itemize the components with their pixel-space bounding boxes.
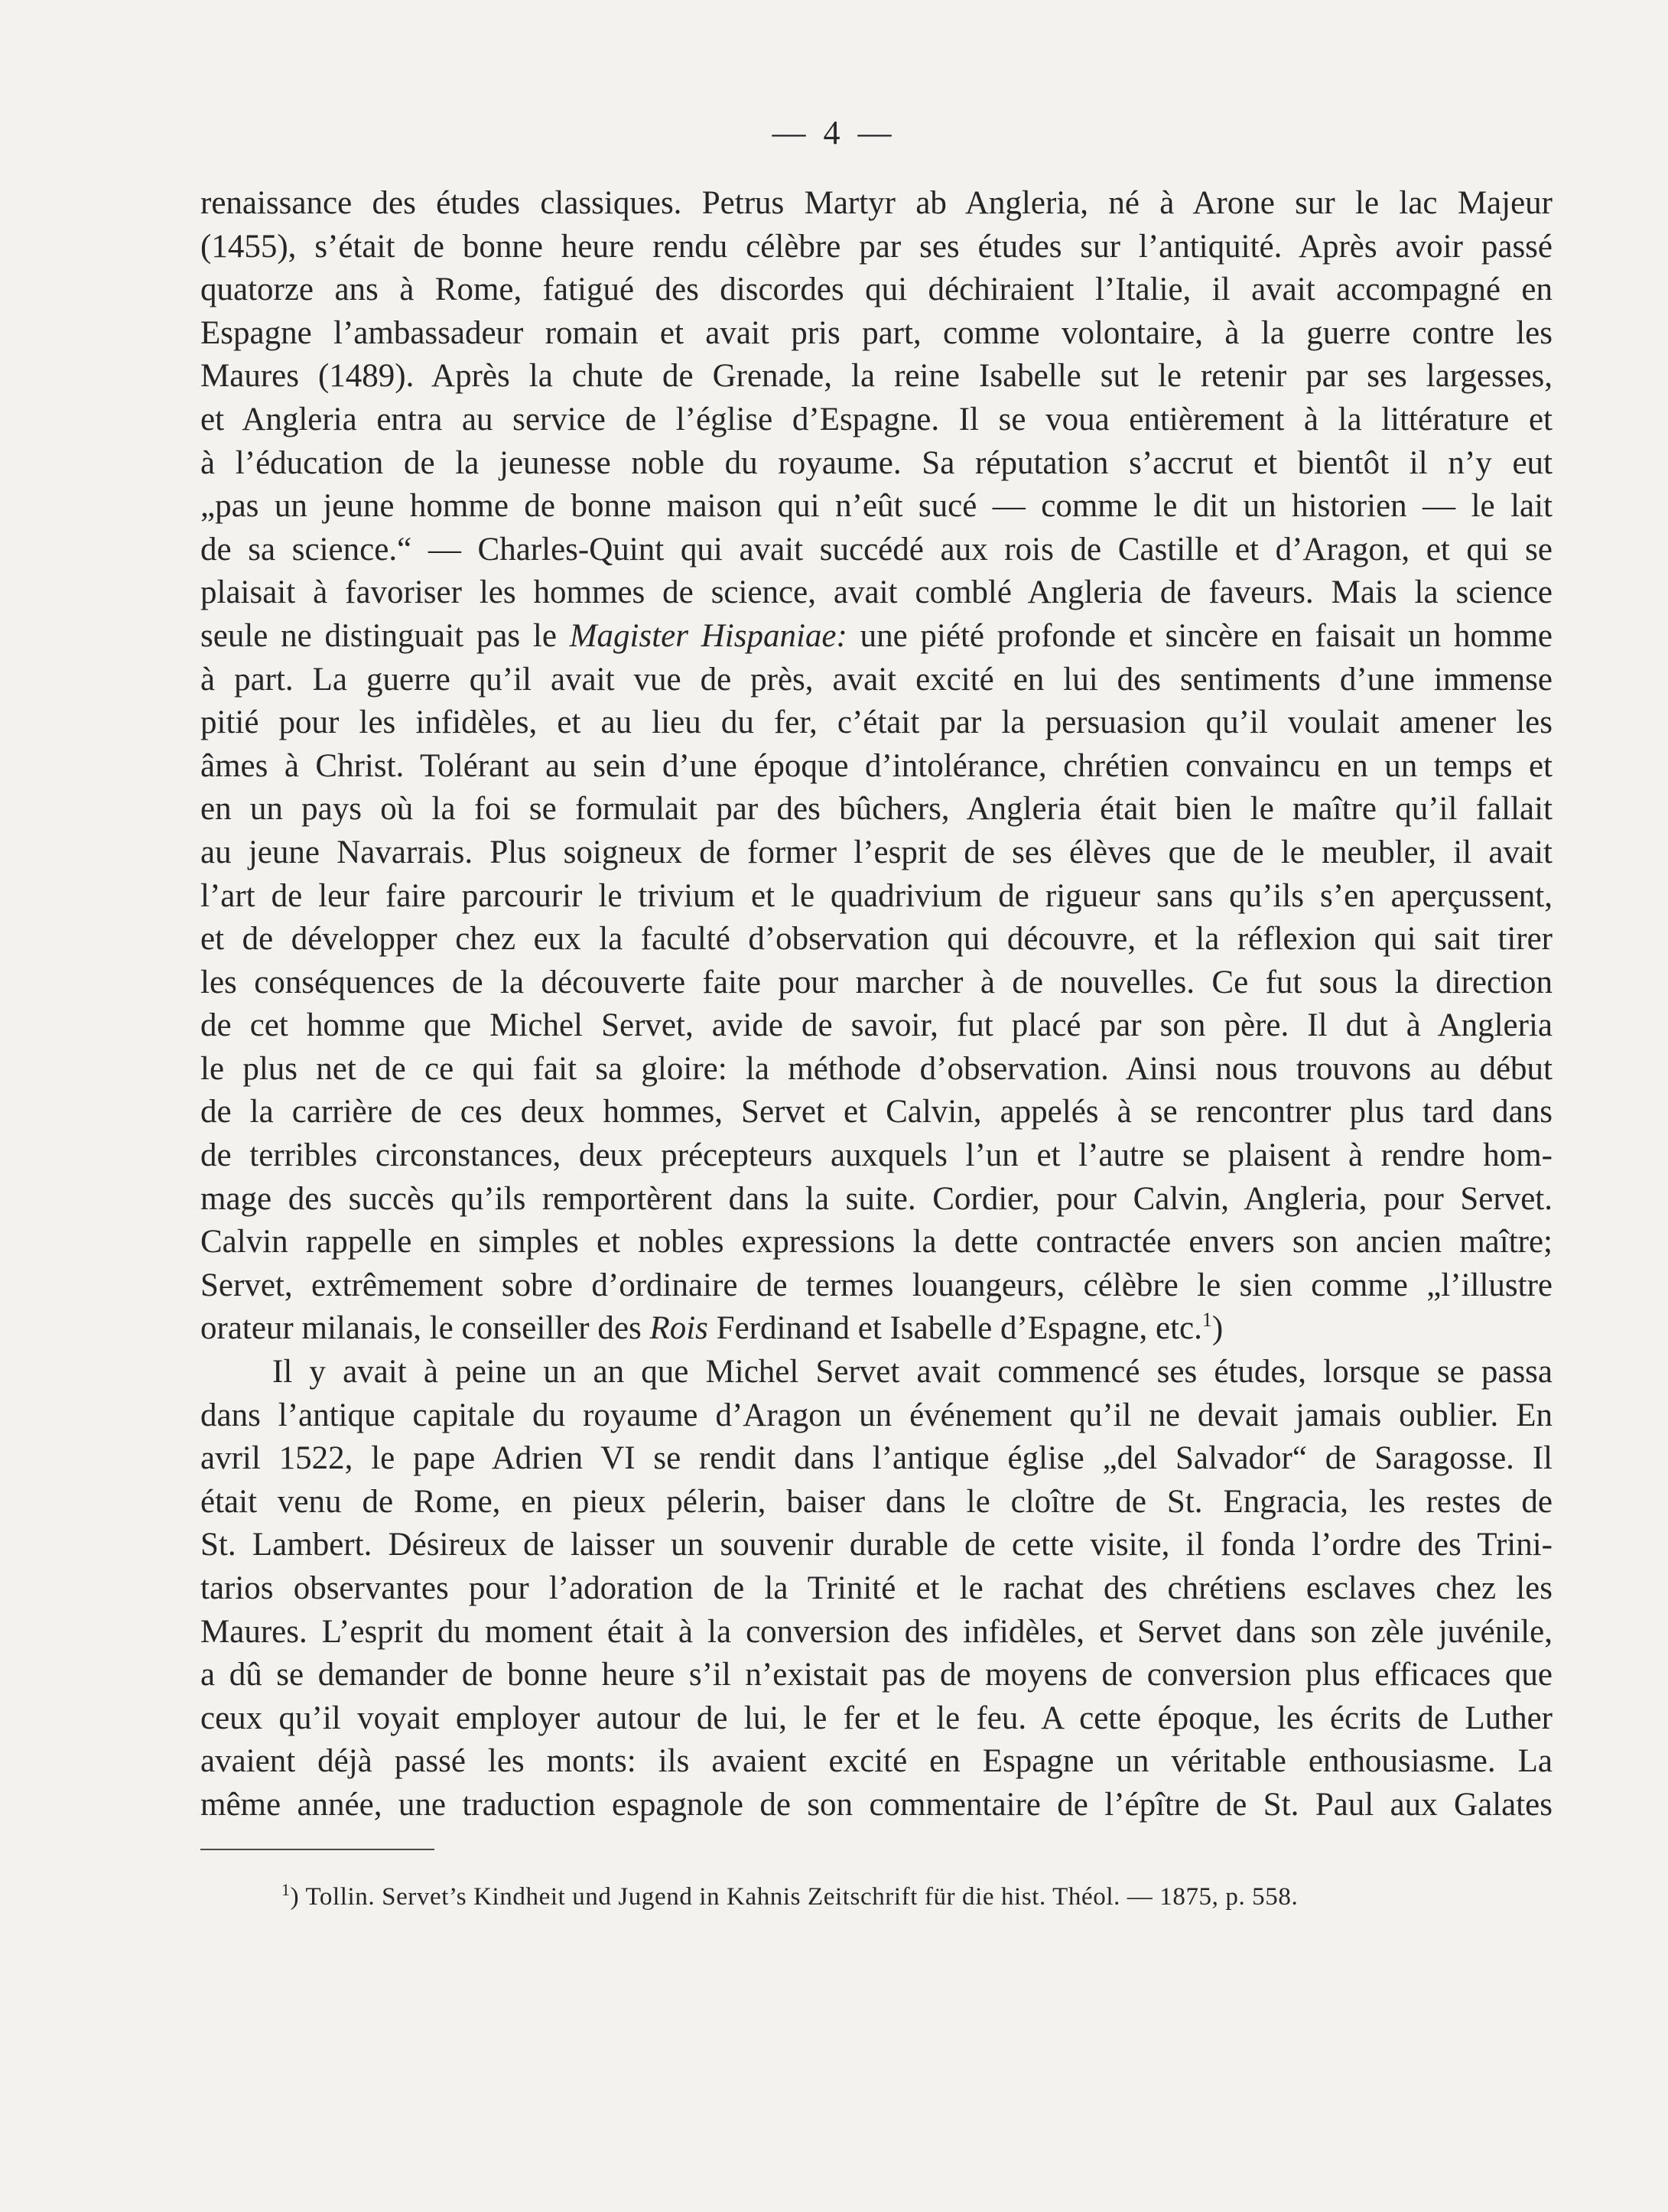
- text-segment: orateur milanais, le conseiller des: [200, 1310, 650, 1347]
- text-line: était venu de Rome, en pieux pélerin, baiser dans le cloître de St. Engracia, les restes de: [200, 1483, 1553, 1520]
- text-line: et Angleria entra au service de l’église d’Espagne. Il se voua entièrement à la littérature et: [200, 401, 1553, 438]
- footnote-mark: 1: [281, 1880, 291, 1899]
- footnote-reference: 1: [1201, 1309, 1212, 1332]
- text-line: au jeune Navarrais. Plus soigneux de former l’esprit de ses élèves que de le meubler, il avait: [200, 834, 1553, 870]
- text-segment: seule ne distinguait pas le: [200, 617, 570, 654]
- text-line: ceux qu’il voyait employer autour de lui, le fer et le feu. A cette époque, les écrits de Luther: [200, 1700, 1553, 1736]
- footnote-text: ) Tollin. Servet’s Kindheit und Jugend in Kahnis Zeitschrift für die hist. Théol. — 1875, p. 558.: [290, 1883, 1299, 1911]
- text-line: pitié pour les infidèles, et au lieu du fer, c’était par la persuasion qu’il voulait amener les: [200, 704, 1553, 741]
- text-line: de la carrière de ces deux hommes, Servet et Calvin, appelés à se rencontrer plus tard dans: [200, 1094, 1553, 1130]
- text-line: même année, une traduction espagnole de son commentaire de l’épître de St. Paul aux Galates: [200, 1786, 1553, 1823]
- italic-term: Rois: [649, 1310, 708, 1347]
- text-line: Calvin rappelle en simples et nobles expressions la dette contractée envers son ancien maître;: [200, 1224, 1553, 1261]
- main-text: [200, 182, 1553, 1827]
- text-line: Il y avait à peine un an que Michel Servet avait commencé ses études, lorsque se passa: [272, 1354, 1553, 1391]
- text-line: à l’éducation de la jeunesse noble du royaume. Sa réputation s’accrut et bientôt il n’y eut: [200, 444, 1553, 481]
- text-line: plaisait à favoriser les hommes de science, avait comblé Angleria de faveurs. Mais la science: [200, 574, 1553, 611]
- text-segment: ): [1211, 1310, 1224, 1347]
- text-line: en un pays où la foi se formulait par des bûchers, Angleria était bien le maître qu’il fallait: [200, 791, 1553, 828]
- text-line: a dû se demander de bonne heure s’il n’existait pas de moyens de conversion plus efficaces que: [200, 1657, 1553, 1693]
- text-line: dans l’antique capitale du royaume d’Aragon un événement qu’il ne devait jamais oublier. En: [200, 1397, 1553, 1433]
- text-line: „pas un jeune homme de bonne maison qui n’eût sucé — comme le dit un historien — le lait: [200, 488, 1553, 525]
- text-line: Servet, extrêmement sobre d’ordinaire de termes louangeurs, célèbre le sien comme „l’illustre: [200, 1267, 1553, 1303]
- text-line: avaient déjà passé les monts: ils avaient excité en Espagne un véritable enthousiasme. La: [200, 1743, 1553, 1780]
- text-line: renaissance des études classiques. Petrus Martyr ab Angleria, né à Arone sur le lac Majeur: [200, 185, 1553, 221]
- text-line: quatorze ans à Rome, fatigué des discordes qui déchiraient l’Italie, il avait accompagné en: [200, 272, 1553, 308]
- text-line: Espagne l’ambassadeur romain et avait pris part, comme volontaire, à la guerre contre les: [200, 314, 1553, 351]
- page-number: — 4 —: [772, 114, 896, 151]
- text-line: de cet homme que Michel Servet, avide de savoir, fut placé par son père. Il dut à Angleria: [200, 1007, 1553, 1044]
- text-line: avril 1522, le pape Adrien VI se rendit dans l’antique église „del Salvador“ de Saragosse. Il: [200, 1440, 1553, 1477]
- text-segment: Ferdinand et Isabelle d’Espagne, etc.: [707, 1310, 1202, 1347]
- italic-term: Magister Hispaniae:: [569, 617, 847, 654]
- text-line: de terribles circonstances, deux précepteurs auxquels l’un et l’autre se plaisent à rendre hom-: [200, 1137, 1553, 1174]
- text-line: [200, 1307, 1553, 1351]
- text-line: et de développer chez eux la faculté d’observation qui découvre, et la réflexion qui sait tirer: [200, 921, 1553, 958]
- text-line: à part. La guerre qu’il avait vue de près, avait excité en lui des sentiments d’une immense: [200, 661, 1553, 698]
- text-line: (1455), s’était de bonne heure rendu célèbre par ses études sur l’antiquité. Après avoir passé: [200, 228, 1553, 265]
- text-line: mage des succès qu’ils remportèrent dans la suite. Cordier, pour Calvin, Angleria, pour Servet.: [200, 1180, 1553, 1217]
- text-line: les conséquences de la découverte faite pour marcher à de nouvelles. Ce fut sous la direction: [200, 964, 1553, 1000]
- footnote: [281, 1880, 1475, 1914]
- text-line: de sa science.“ — Charles-Quint qui avait succédé aux rois de Castille et d’Aragon, et qui se: [200, 531, 1553, 568]
- text-line: le plus net de ce qui fait sa gloire: la méthode d’observation. Ainsi nous trouvons au début: [200, 1050, 1553, 1087]
- text-line: [200, 615, 1553, 659]
- text-segment: une piété profonde et sincère en faisait un homme: [847, 617, 1553, 654]
- footnote-divider: [200, 1849, 434, 1850]
- text-line: St. Lambert. Désireux de laisser un souvenir durable de cette visite, il fonda l’ordre des Trini-: [200, 1527, 1553, 1563]
- text-line: l’art de leur faire parcourir le trivium et le quadrivium de rigueur sans qu’ils s’en aperçussent,: [200, 877, 1553, 914]
- text-line: tarios observantes pour l’adoration de la Trinité et le rachat des chrétiens esclaves chez les: [200, 1570, 1553, 1606]
- text-line: Maures (1489). Après la chute de Grenade, la reine Isabelle sut le retenir par ses largesses,: [200, 358, 1553, 395]
- text-line: âmes à Christ. Tolérant au sein d’une époque d’intolérance, chrétien convaincu en un temps et: [200, 747, 1553, 784]
- text-line: Maures. L’esprit du moment était à la conversion des infidèles, et Servet dans son zèle juvénile,: [200, 1613, 1553, 1650]
